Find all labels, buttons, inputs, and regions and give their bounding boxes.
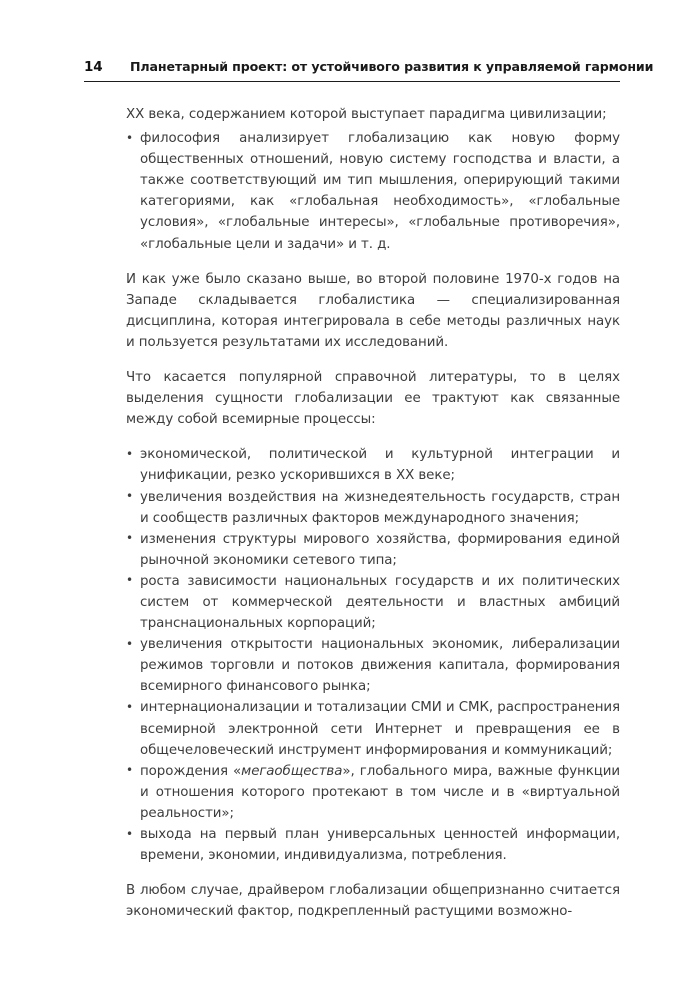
list-item [126, 697, 620, 760]
list-item [126, 634, 620, 697]
running-title: Планетарный проект: от устойчивого развития к управляемой гармонии [130, 59, 654, 74]
list-item-text: выхода на первый план универсальных ценностей информации, времени, экономии, индивидуализма, потребления. [140, 827, 620, 864]
continued-paragraph: XX века, содержанием которой выступает парадигма цивилизации; [126, 107, 607, 122]
spacer [126, 255, 620, 269]
philosophy-bullet-list [126, 128, 620, 255]
list-item-emphasis: мегаобщества [241, 763, 343, 779]
spacer [126, 866, 620, 880]
list-item-text-tail: », глобального мира, важные функции и отношения которого протекают в том числе и в «виртуальной реальности»; [140, 763, 621, 821]
list-item: • философия анализирует глобализацию как новую форму общественных отношений, новую систему господства и власти, а также соответствующий им тип мышления, оперирующий такими категориями, как «глобальная необходимость», «глобальные условия», «глобальные интересы», «глобальные противоречия», «глобальные цели и задачи» и т. д. [126, 128, 620, 255]
list-item-text: увеличения воздействия на жизнедеятельность государств, стран и сообществ различных факторов международного значения; [140, 489, 620, 526]
running-head [84, 59, 654, 82]
list-item [126, 571, 620, 634]
text-column [126, 104, 620, 922]
list-item [126, 824, 620, 866]
process-bullet-list [126, 444, 620, 866]
list-item-text: экономической, политической и культурной интеграции и унификации, резко ускорившихся в XX веке; [140, 447, 620, 484]
list-item-text: интернационализации и тотализации СМИ и СМК, распространения всемирной электронной сети Интернет и превращения ее в общечеловеческий инструмент информирования и коммуникаций; [140, 700, 620, 758]
list-item-text: увеличения открытости национальных экономик, либерализации режимов торговли и потоков движения капитала, формирования всемирного финансового рынка; [140, 637, 620, 695]
page-number: 14 [84, 59, 103, 75]
list-item [126, 761, 620, 824]
list-item-text: изменения структуры мирового хозяйства, формирования единой рыночной экономики сетевого типа; [140, 531, 620, 568]
list-item-text: порождения « [140, 763, 242, 779]
paragraph-globalistics: И как уже было сказано выше, во второй половине 1970-х годов на Западе складывается глобалистика — специализированная дисциплина, которая интегрировала в себе методы различных наук и пользуется результатами их исследований. [126, 271, 620, 350]
spacer [126, 430, 620, 444]
list-item [126, 487, 620, 529]
list-item [126, 444, 620, 486]
paragraph-driver: В любом случае, драйвером глобализации общепризнанно считается экономический фактор, подкрепленный растущими возможно- [126, 883, 620, 920]
list-item [126, 529, 620, 571]
list-item-text: роста зависимости национальных государств и их политических систем от коммерческой деятельности и властных амбиций транснациональных корпораций; [140, 573, 620, 632]
paragraph-reference-literature: Что касается популярной справочной литературы, то в целях выделения сущности глобализации ее трактуют как связанные между собой всемирные процессы: [126, 370, 620, 428]
